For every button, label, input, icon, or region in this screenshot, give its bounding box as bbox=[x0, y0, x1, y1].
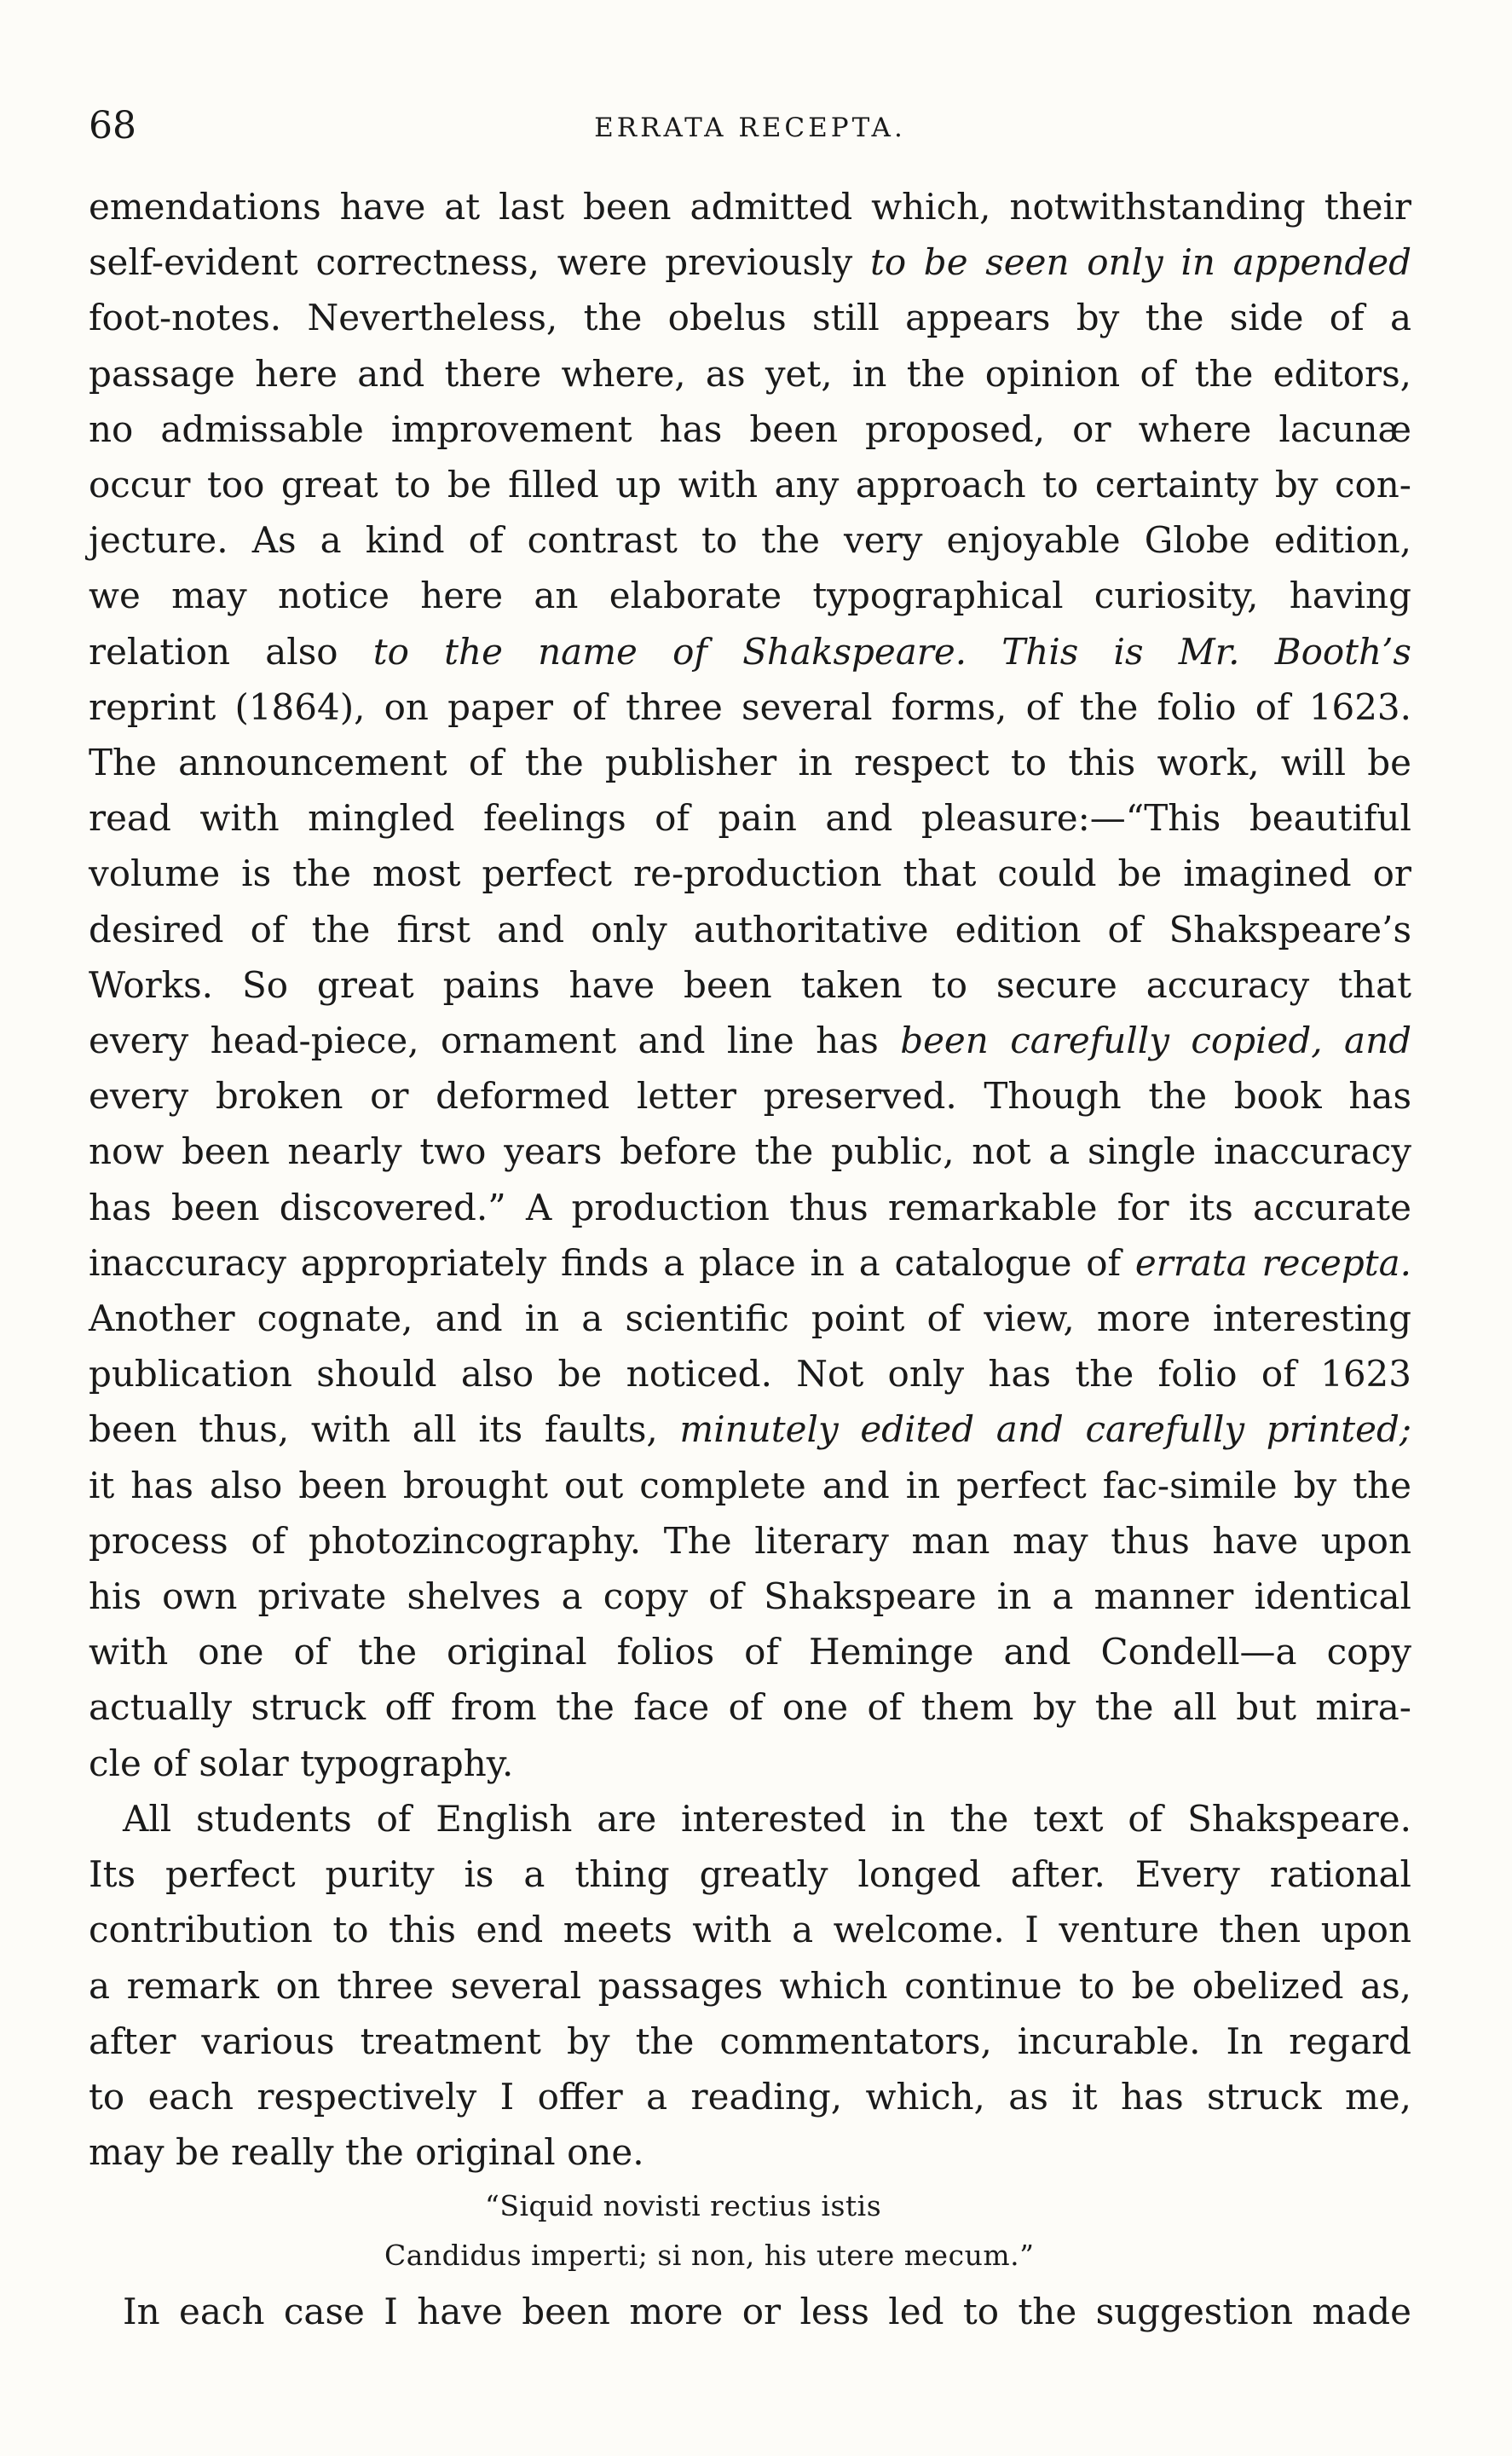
paragraph-1 bbox=[89, 179, 1411, 1791]
running-head bbox=[89, 101, 1411, 169]
paragraph-2 bbox=[89, 1791, 1411, 2180]
text-line: process of photozincography. The literary man may thus have upon bbox=[89, 1519, 1411, 1562]
text-line: no admissable improvement has been proposed, or where lacunæ bbox=[89, 407, 1411, 450]
text-line: emendations have at last been admitted which, notwithstanding their bbox=[89, 186, 1411, 228]
text-line: jecture. As a kind of contrast to the very enjoyable Globe edition, bbox=[89, 519, 1411, 562]
text-line: contribution to this end meets with a welcome. I venture then upon bbox=[89, 1909, 1411, 1951]
text-line: to each respectively I offer a reading, which, as it has struck me, bbox=[89, 2075, 1411, 2118]
text-line: may be really the original one. bbox=[89, 2131, 644, 2174]
text-line: Works. So great pains have been taken to secure accuracy that bbox=[89, 963, 1411, 1006]
text-line: every head-piece, ornament and line has been carefully copied, and bbox=[89, 1020, 1412, 1062]
text-line: reprint (1864), on paper of three several forms, of the folio of 1623. bbox=[89, 685, 1411, 728]
page-number: 68 bbox=[89, 104, 136, 147]
text-line: with one of the original folios of Heminge and Condell—a copy bbox=[89, 1631, 1411, 1673]
text-line: every broken or deformed letter preserved. Though the book has bbox=[89, 1075, 1411, 1118]
book-page bbox=[89, 101, 1411, 2340]
text-line: been thus, with all its faults, minutely edited and carefully printed; bbox=[89, 1408, 1412, 1451]
text-line: after various treatment by the commentators, incurable. In regard bbox=[89, 2020, 1411, 2062]
text-line: read with mingled feelings of pain and pleasure:—“This beautiful bbox=[89, 797, 1411, 840]
text-line: occur too great to be filled up with any approach to certainty by con- bbox=[89, 464, 1411, 506]
text-line: now been nearly two years before the public, not a single inaccuracy bbox=[89, 1130, 1411, 1173]
text-line: The announcement of the publisher in respect to this work, will be bbox=[89, 742, 1411, 784]
text-line: volume is the most perfect re-production that could be imagined or bbox=[89, 852, 1411, 895]
latin-quotation bbox=[89, 2182, 1411, 2280]
text-line: Another cognate, and in a scientific point of view, more interesting bbox=[89, 1297, 1411, 1340]
text-line: In each case I have been more or less led to the suggestion made bbox=[123, 2291, 1411, 2333]
text-line: publication should also be noticed. Not only has the folio of 1623 bbox=[89, 1353, 1411, 1396]
text-line: passage here and there where, as yet, in the opinion of the editors, bbox=[89, 352, 1411, 395]
text-line: All students of English are interested in the text of Shakspeare. bbox=[123, 1797, 1411, 1840]
text-line: cle of solar typography. bbox=[89, 1742, 514, 1784]
text-line: inaccuracy appropriately finds a place in a catalogue of errata recepta. bbox=[89, 1241, 1411, 1284]
text-line: self-evident correctness, were previously to be seen only in appended bbox=[89, 241, 1411, 284]
text-line: Its perfect purity is a thing greatly longed after. Every rational bbox=[89, 1853, 1411, 1896]
text-line: it has also been brought out complete and in perfect fac-simile by the bbox=[89, 1464, 1411, 1506]
text-line: his own private shelves a copy of Shakspeare in a manner identical bbox=[89, 1575, 1411, 1618]
text-line: actually struck off from the face of one of them by the all but mira- bbox=[89, 1686, 1411, 1729]
text-line: a remark on three several passages which continue to be obelized as, bbox=[89, 1964, 1411, 2007]
quote-line: Candidus imperti; si non, his utere mecum.” bbox=[384, 2239, 1035, 2273]
text-line: we may notice here an elaborate typographical curiosity, having bbox=[89, 575, 1411, 617]
running-title: ERRATA RECEPTA. bbox=[594, 113, 906, 143]
text-line: relation also to the name of Shakspeare. This is Mr. Booth’s bbox=[89, 630, 1411, 673]
text-line: foot-notes. Nevertheless, the obelus still appears by the side of a bbox=[89, 297, 1411, 339]
quote-line: “Siquid novisti rectius istis bbox=[485, 2189, 882, 2223]
paragraph-3 bbox=[89, 2284, 1411, 2339]
text-line: has been discovered.” A production thus remarkable for its accurate bbox=[89, 1186, 1411, 1228]
text-line: desired of the first and only authoritative edition of Shakspeare’s bbox=[89, 908, 1411, 951]
